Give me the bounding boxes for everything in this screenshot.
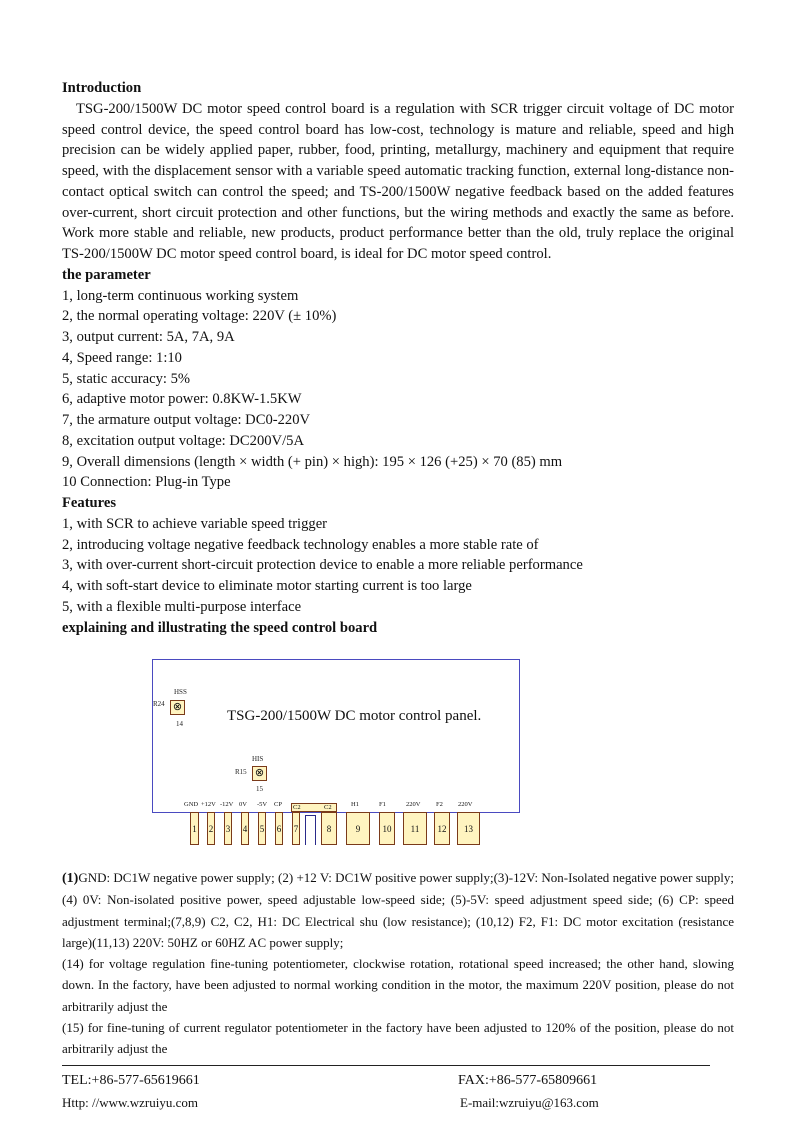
terminal-label: 220V xyxy=(406,801,421,808)
feature-item: 3, with over-current short-circuit protection device to enable a more reliable performance xyxy=(62,557,583,574)
parameter-item: 9, Overall dimensions (length × width (+ pin) × high): 195 × 126 (+25) × 70 (85) mm xyxy=(62,453,563,470)
parameter-item: 7, the armature output voltage: DC0-220V xyxy=(62,412,311,428)
parameter-item: 8, excitation output voltage: DC200V/5A xyxy=(62,432,304,449)
intro-heading: Introduction xyxy=(62,80,142,96)
terminal-3: 3 xyxy=(224,812,232,845)
terminal-label: F2 xyxy=(436,801,443,808)
terminal-9: 9 xyxy=(346,812,370,845)
terminal-4: 4 xyxy=(241,812,249,845)
feature-item: 4, with soft-start device to eliminate motor starting current is too large xyxy=(62,578,472,594)
feature-item: 5, with a flexible multi-purpose interface xyxy=(62,598,302,615)
footer-email: E-mail:wzruiyu@163.com xyxy=(460,1095,599,1110)
main-text xyxy=(62,78,734,638)
parameter-item: 6, adaptive motor power: 0.8KW-1.5KW xyxy=(62,391,302,408)
footer-website: Http: //www.wzruiyu.com xyxy=(62,1095,198,1110)
footer-tel: TEL:+86-577-65619661 xyxy=(62,1073,200,1088)
terminal-label: GND xyxy=(184,801,199,808)
terminal-label: 220V xyxy=(458,801,473,808)
pot-label: HIS xyxy=(252,755,264,763)
parameter-item: 4, Speed range: 1:10 xyxy=(62,349,182,366)
caption-terminals: GND: DC1W negative power supply; (2) +12 V: DC1W positive power supply;(3)-12V: Non-Isolated negative power supply;(4) 0V: Non-isolated positive power, speed adjustable low-speed side; (5)-5V: speed adjustment speed side; (6) CP: speed adjustment terminal;(7,8,9) C2, C2, H1: DC Electrical shu (low resistance); (10,12) F2, F1: DC motor excitation (resistance large)(11,13) 220V: 50HZ or 60HZ AC power supply; xyxy=(62,870,734,950)
footer-fax: FAX:+86-577-65809661 xyxy=(458,1073,598,1088)
board-title: TSG-200/1500W DC motor control panel. xyxy=(227,708,482,724)
terminal-label: -12V xyxy=(220,801,234,808)
terminal-label: +12V xyxy=(201,801,216,808)
terminal-label: C2 xyxy=(293,804,301,811)
features-heading: Features xyxy=(62,495,117,511)
terminal-1: 1 xyxy=(190,812,199,845)
parameter-item: 3, output current: 5A, 7A, 9A xyxy=(62,329,235,345)
terminal-description xyxy=(62,867,734,1060)
intro-paragraph: TSG-200/1500W DC motor speed control board is a regulation with SCR trigger circuit voltage of DC motor speed control device, the speed control board has low-cost, technology is mature and reliable, speed and high precision can be widely applied paper, rubber, food, printing, metallurgy, machinery and equipment that require speed, with the displacement sensor with a variable speed automatic tracking function, external long-distance non-contact optical switch can control the speed; and TS-200/1500W negative feedback based on the added features over-current, short circuit protection and other functions, but the wiring methods and exactly the same as before. Work more stable and reliable, new products, product performance better than the old, truly replace the original TS-200/1500W DC motor speed control board, is ideal for DC motor speed control. xyxy=(62,100,734,262)
terminal-5: 5 xyxy=(258,812,266,845)
parameter-item: 10 Connection: Plug-in Type xyxy=(62,474,231,491)
board-diagram xyxy=(140,655,530,855)
caption-pot14: (14) for voltage regulation fine-tuning potentiometer, clockwise rotation, rotational speed increased; the other hand, slowing down. In the factory, have been adjusted to normal working condition in the motor, the maximum 220V position, please do not arbitrarily adjust the xyxy=(62,956,734,1014)
pot-number: 14 xyxy=(176,720,183,728)
terminal-label: 0V xyxy=(239,801,247,808)
terminal-label: C2 xyxy=(324,804,332,811)
terminal-label: CP xyxy=(274,801,282,808)
pot-number: 15 xyxy=(256,785,263,793)
pot-label: R24 xyxy=(153,700,165,708)
terminal-13: 13 xyxy=(457,812,480,845)
terminal-10: 10 xyxy=(379,812,395,845)
terminal-2: 2 xyxy=(207,812,215,845)
jumper-icon xyxy=(305,815,316,845)
potentiometer-icon: ⊗ xyxy=(170,700,185,715)
terminal-11: 11 xyxy=(403,812,427,845)
terminal-8: 8 xyxy=(321,812,337,845)
terminal-7: 7 xyxy=(292,812,300,845)
explain-heading: explaining and illustrating the speed control board xyxy=(62,619,378,636)
terminal-6: 6 xyxy=(275,812,283,845)
parameter-item: 1, long-term continuous working system xyxy=(62,287,299,304)
caption-pot15: (15) for fine-tuning of current regulator potentiometer in the factory have been adjusted to 120% of the position, please do not arbitrarily adjust the xyxy=(62,1020,734,1057)
parameter-item: 2, the normal operating voltage: 220V (± 10%) xyxy=(62,308,337,325)
pot-label: R15 xyxy=(235,768,247,776)
footer-divider xyxy=(62,1065,710,1066)
parameter-heading: the parameter xyxy=(62,266,151,283)
feature-item: 1, with SCR to achieve variable speed trigger xyxy=(62,515,328,532)
caption-lead: (1) xyxy=(62,871,79,886)
pot-label: HSS xyxy=(174,688,187,696)
parameter-item: 5, static accuracy: 5% xyxy=(62,370,191,387)
terminal-label: H1 xyxy=(351,801,359,808)
terminal-12: 12 xyxy=(434,812,450,845)
terminal-label: F1 xyxy=(379,801,386,808)
board-outline xyxy=(152,659,520,813)
terminal-label: -5V xyxy=(257,801,268,808)
feature-item: 2, introducing voltage negative feedback technology enables a more stable rate of xyxy=(62,536,539,553)
potentiometer-icon: ⊗ xyxy=(252,766,267,781)
